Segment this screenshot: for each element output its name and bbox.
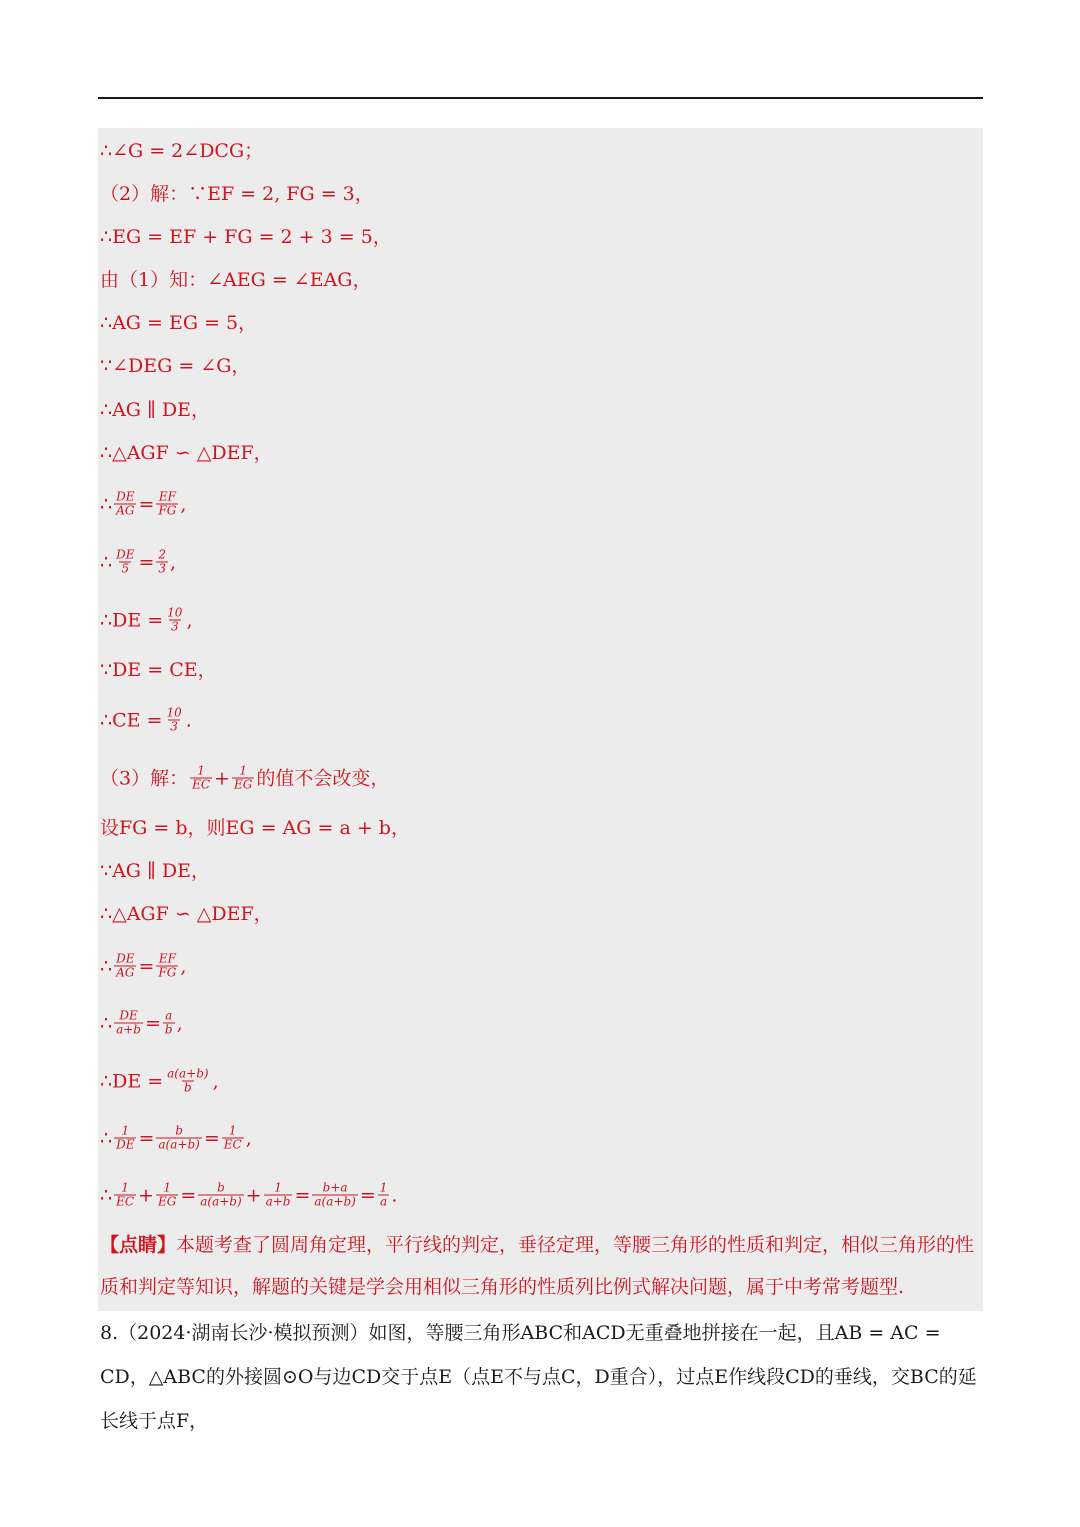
fraction-numerator: 2 <box>158 547 167 562</box>
operator: = <box>203 1127 220 1149</box>
fraction <box>114 1182 136 1209</box>
solution-line <box>100 658 217 682</box>
fraction-denominator: AG <box>116 503 135 518</box>
fraction-numerator: 1 <box>121 1180 129 1195</box>
operator: + <box>245 1184 262 1206</box>
fraction-denominator: EC <box>223 1137 242 1152</box>
header-rule <box>98 97 983 99</box>
line-prefix: ∴ <box>100 955 113 977</box>
fraction <box>114 953 136 980</box>
line-prefix: ∴ <box>100 493 113 515</box>
operator: = <box>138 955 155 977</box>
solution-line <box>100 1182 397 1209</box>
solution-line <box>100 441 273 465</box>
fraction <box>156 549 168 576</box>
line-prefix: ∴CE = <box>100 709 163 731</box>
line-prefix: ∴ <box>100 1127 113 1149</box>
fraction-numerator: b <box>217 1180 225 1195</box>
solution-line <box>100 1125 252 1152</box>
fraction-denominator: 3 <box>170 719 178 734</box>
fraction-numerator: b <box>175 1123 183 1138</box>
fraction-denominator: a(a+b) <box>314 1194 356 1209</box>
fraction-denominator: b <box>164 1022 173 1037</box>
solution-line <box>100 491 186 518</box>
line-prefix: （3）解： <box>100 767 189 789</box>
fraction-denominator: EC <box>192 777 211 792</box>
line-text: ∴△AGF ∽ △DEF， <box>100 903 273 925</box>
fraction <box>198 1182 243 1209</box>
fraction-denominator: EG <box>233 777 253 792</box>
solution-line <box>100 311 257 335</box>
fraction <box>164 707 183 734</box>
fraction-numerator: DE <box>116 547 135 562</box>
solution-line <box>100 398 210 422</box>
line-text: ∴AG ∥ DE， <box>100 399 210 421</box>
fraction <box>165 607 184 634</box>
fraction-denominator: EG <box>157 1194 177 1209</box>
line-prefix: ∴DE = <box>100 609 164 631</box>
operator: = <box>180 1184 197 1206</box>
fraction <box>156 491 178 518</box>
operator: = <box>138 1127 155 1149</box>
line-suffix: , <box>245 1127 252 1149</box>
line-prefix: ∴ <box>100 551 113 573</box>
fraction-denominator: FG <box>158 503 177 518</box>
fraction-denominator: EC <box>116 1194 135 1209</box>
line-prefix: ∴ <box>100 1184 113 1206</box>
fraction-numerator: EF <box>158 489 176 504</box>
fraction-denominator: DE <box>116 1137 135 1152</box>
question-8 <box>100 1311 985 1443</box>
fraction-denominator: FG <box>158 965 177 980</box>
solution-line <box>100 182 374 206</box>
line-text: ∴△AGF ∽ △DEF， <box>100 442 273 464</box>
line-prefix: ∴ <box>100 1012 113 1034</box>
key-point-note <box>100 1224 980 1308</box>
line-text: 由（1）知：∠AEG = ∠EAG， <box>100 269 372 291</box>
fraction <box>264 1182 293 1209</box>
solution-line <box>100 354 250 378</box>
solution-line <box>100 765 389 792</box>
line-text: 设FG = b，则EG = AG = a + b， <box>100 817 410 839</box>
line-suffix: , <box>170 551 177 573</box>
fraction <box>163 1010 175 1037</box>
fraction-numerator: DE <box>116 951 135 966</box>
operator: = <box>144 1012 161 1034</box>
line-suffix: , <box>180 493 187 515</box>
line-suffix: , <box>186 609 193 631</box>
fraction <box>378 1182 390 1209</box>
solution-line <box>100 953 186 980</box>
operator: + <box>214 767 230 789</box>
line-text: ∴EG = EF + FG = 2 + 3 = 5， <box>100 226 392 248</box>
key-point-tag: 【点睛】 <box>100 1234 177 1256</box>
line-suffix: , <box>180 955 187 977</box>
solution-line <box>100 549 176 576</box>
fraction-denominator: a(a+b) <box>200 1194 242 1209</box>
fraction-denominator: AG <box>116 965 135 980</box>
fraction <box>114 549 136 576</box>
fraction-numerator: 10 <box>167 605 183 620</box>
line-text: ∵∠DEG = ∠G， <box>100 355 251 377</box>
fraction-numerator: a <box>165 1008 173 1023</box>
fraction-numerator: DE <box>116 489 135 504</box>
fraction-numerator: EF <box>158 951 176 966</box>
line-text: ∴∠G = 2∠DCG； <box>100 140 264 162</box>
fraction <box>114 1010 143 1037</box>
question-text: 8.（2024·湖南长沙·模拟预测）如图，等腰三角形ABC和ACD无重叠地拼接在一起，且AB = AC = CD，△ABC的外接圆⊙O与边CD交于点E（点E不与点C，D重合），过点E作线段CD的垂线，交BC的延长线于点F， <box>100 1322 977 1432</box>
operator: + <box>138 1184 154 1206</box>
solution-line <box>100 225 392 249</box>
fraction <box>156 1182 178 1209</box>
fraction-denominator: a+b <box>116 1022 141 1037</box>
fraction-numerator: 10 <box>166 705 182 720</box>
fraction-numerator: 1 <box>197 763 205 778</box>
fraction-numerator: b+a <box>322 1180 348 1195</box>
fraction <box>190 765 212 792</box>
fraction <box>165 1068 210 1095</box>
solution-line <box>100 902 273 926</box>
fraction-numerator: 1 <box>274 1180 282 1195</box>
fraction-numerator: a(a+b) <box>167 1066 209 1081</box>
line-prefix: ∴DE = <box>100 1070 164 1092</box>
fraction-denominator: a+b <box>265 1194 291 1209</box>
fraction-numerator: 1 <box>228 1123 237 1138</box>
fraction-denominator: b <box>184 1080 192 1095</box>
fraction-denominator: a <box>379 1194 388 1209</box>
line-suffix: . <box>391 1184 398 1206</box>
line-text: ∵DE = CE， <box>100 659 217 681</box>
fraction-denominator: 3 <box>158 561 167 576</box>
fraction <box>114 491 136 518</box>
fraction <box>156 953 178 980</box>
operator: = <box>359 1184 376 1206</box>
fraction <box>222 1125 244 1152</box>
line-suffix: . <box>185 709 192 731</box>
line-text: ∴AG = EG = 5， <box>100 312 258 334</box>
fraction-denominator: 3 <box>170 619 179 634</box>
fraction-numerator: 1 <box>121 1123 130 1138</box>
line-suffix: 的值不会改变， <box>256 767 390 789</box>
solution-line <box>100 816 410 840</box>
solution-line <box>100 1068 219 1095</box>
line-text: ∵AG ∥ DE， <box>100 860 210 882</box>
solution-line <box>100 607 192 634</box>
fraction-numerator: 1 <box>163 1180 171 1195</box>
operator: = <box>138 493 155 515</box>
line-text: （2）解：∵EF = 2, FG = 3， <box>100 183 374 205</box>
fraction-numerator: DE <box>119 1008 138 1023</box>
solution-line <box>100 859 210 883</box>
fraction <box>312 1182 357 1209</box>
fraction <box>156 1125 201 1152</box>
line-suffix: , <box>212 1070 219 1092</box>
fraction-numerator: 1 <box>379 1180 388 1195</box>
fraction <box>114 1125 136 1152</box>
operator: = <box>138 551 155 573</box>
key-point-text: 本题考查了圆周角定理，平行线的判定，垂径定理，等腰三角形的性质和判定，相似三角形的性质和判定等知识，解题的关键是学会用相似三角形的性质列比例式解决问题，属于中考常考题型. <box>100 1234 975 1298</box>
fraction <box>232 765 254 792</box>
solution-line <box>100 139 263 163</box>
solution-line <box>100 1010 183 1037</box>
solution-line <box>100 268 371 292</box>
fraction-denominator: a(a+b) <box>158 1137 200 1152</box>
operator: = <box>294 1184 311 1206</box>
line-suffix: , <box>176 1012 183 1034</box>
fraction-numerator: 1 <box>239 763 247 778</box>
fraction-denominator: 5 <box>121 561 130 576</box>
solution-line <box>100 707 192 734</box>
